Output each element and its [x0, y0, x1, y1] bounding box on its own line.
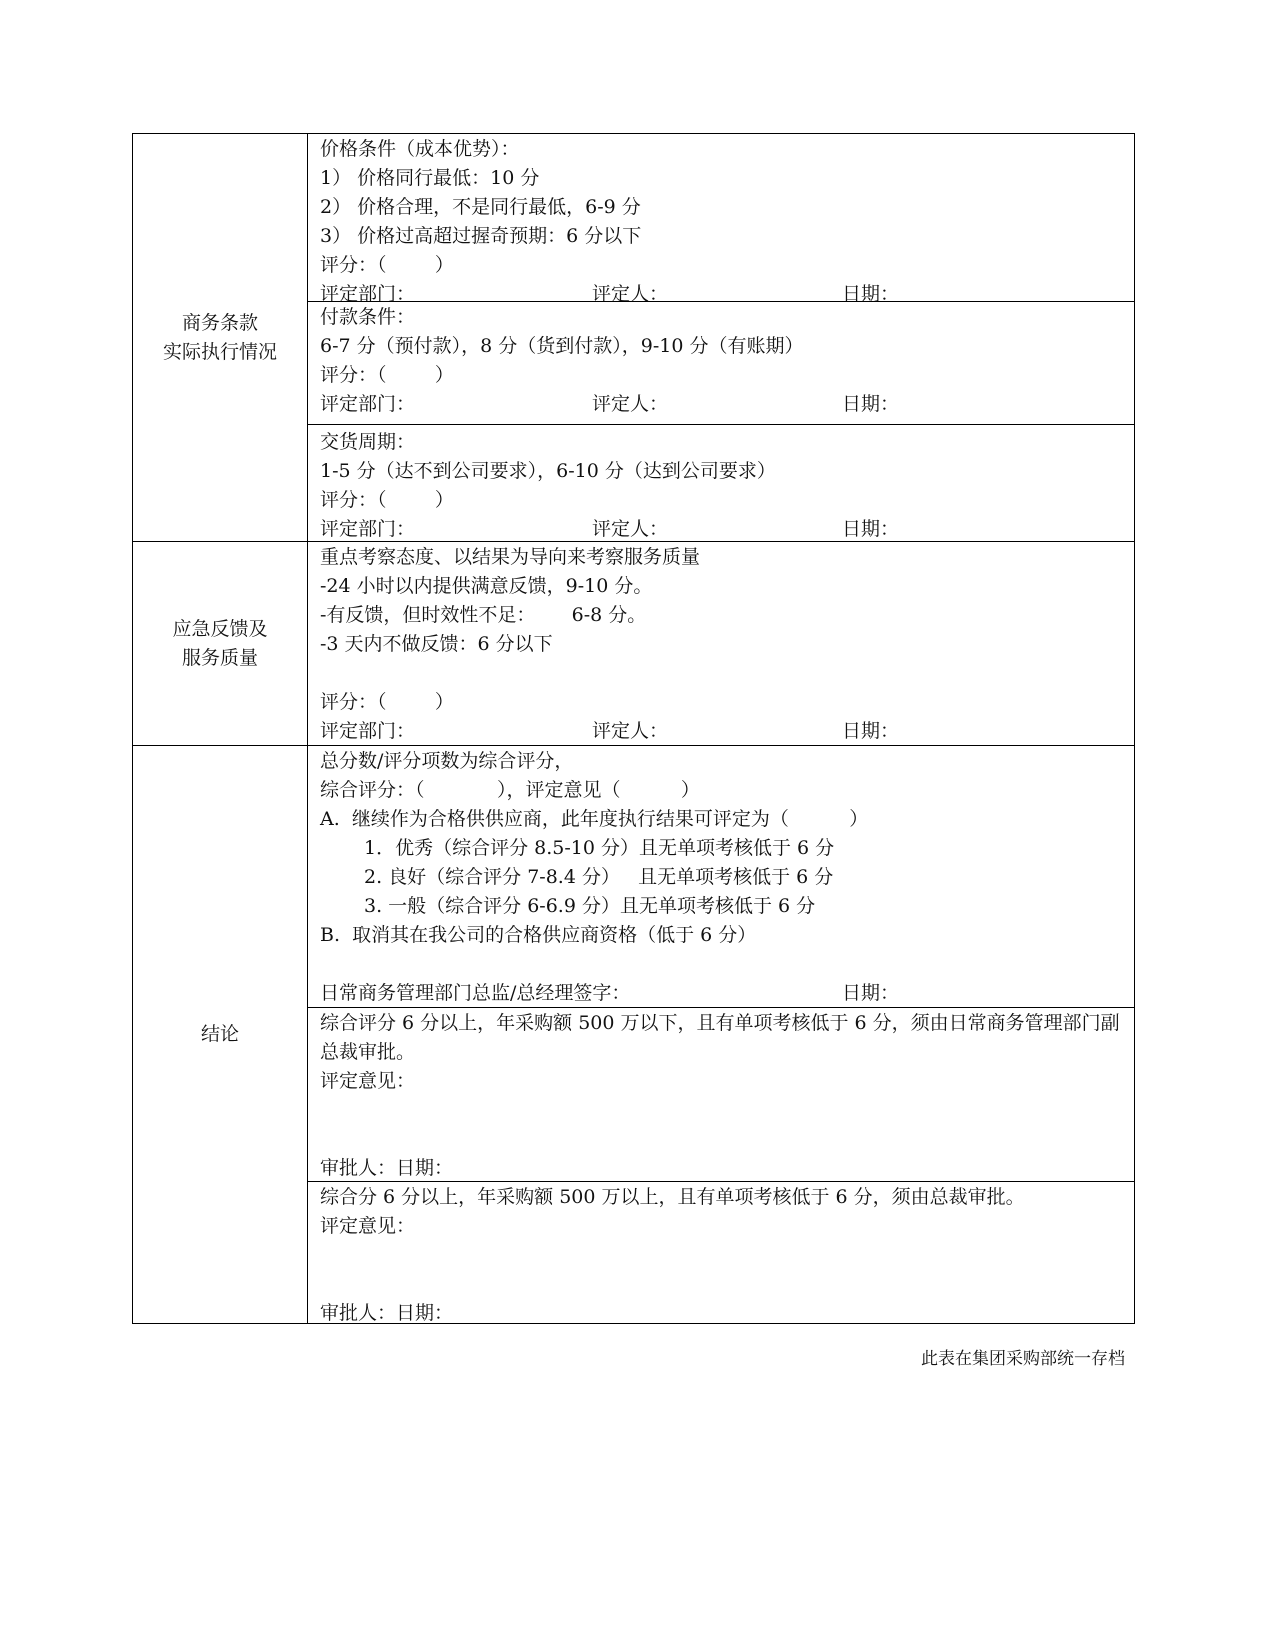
director-sign-label: 日常商务管理部门总监/总经理签字： — [320, 982, 631, 1004]
date-label: 日期： — [842, 518, 900, 540]
service-sign-row — [320, 717, 1124, 746]
delivery-score: 评分：（ ） — [320, 489, 454, 511]
person-label: 评定人： — [592, 283, 669, 305]
service-rule-1: -24 小时以内提供满意反馈，9-10 分。 — [320, 575, 653, 597]
business-terms-row — [133, 134, 1134, 541]
ceo-approver-label: 审批人：日期： — [320, 1302, 454, 1324]
service-title: 重点考察态度、以结果为导向来考察服务质量 — [320, 546, 701, 568]
date-label: 日期： — [842, 982, 900, 1004]
dept-label: 评定部门： — [320, 720, 416, 742]
ceo-approval-cell — [308, 1181, 1134, 1323]
conclusion-option-a: A. 继续作为合格供供应商，此年度执行结果可评定为（ ） — [320, 808, 869, 830]
conclusion-line-2: 综合评分：（ ），评定意见（ ） — [320, 779, 700, 801]
ceo-approval-text: 综合分 6 分以上，年采购额 500 万以上，且有单项考核低于 6 分，须由总裁审批。 — [320, 1186, 1025, 1208]
dept-label: 评定部门： — [320, 283, 416, 305]
category-label: 实际执行情况 — [162, 340, 277, 363]
service-rule-3: -3 天内不做反馈：6 分以下 — [320, 633, 553, 655]
payment-sign-row — [320, 390, 1124, 419]
vp-approver-label: 审批人：日期： — [320, 1157, 454, 1179]
price-rule-2: 2） 价格合理，不是同行最低，6-9 分 — [320, 196, 641, 218]
price-rule-1: 1） 价格同行最低：10 分 — [320, 167, 540, 189]
payment-score: 评分：（ ） — [320, 364, 454, 386]
category-label: 服务质量 — [181, 646, 258, 669]
payment-rule: 6-7 分（预付款），8 分（货到付款），9-10 分（有账期） — [320, 335, 804, 357]
vp-approval-text: 综合评分 6 分以上，年采购额 500 万以下，且有单项考核低于 6 分，须由日常商务管理部门副总裁审批。 — [320, 1012, 1120, 1063]
conclusion-line-1: 总分数/评分项数为综合评分， — [320, 750, 574, 772]
date-label: 日期： — [842, 393, 900, 415]
date-label: 日期： — [842, 283, 900, 305]
conclusion-row — [133, 745, 1134, 1323]
delivery-cell — [308, 424, 1134, 541]
service-score: 评分：（ ） — [320, 691, 454, 713]
vp-opinion-label: 评定意见： — [320, 1070, 416, 1092]
delivery-title: 交货周期： — [320, 431, 416, 453]
delivery-rule: 1-5 分（达不到公司要求），6-10 分（达到公司要求） — [320, 460, 776, 482]
supplier-evaluation-table — [132, 133, 1135, 1324]
dept-label: 评定部门： — [320, 518, 416, 540]
vp-approval-cell — [308, 1007, 1134, 1181]
price-score: 评分：（ ） — [320, 254, 454, 276]
archive-note: 此表在集团采购部统一存档 — [921, 1349, 1125, 1369]
category-label: 结论 — [200, 1023, 239, 1045]
service-row — [133, 541, 1134, 745]
conclusion-grade-3: 3. 一般（综合评分 6-6.9 分）且无单项考核低于 6 分 — [364, 895, 816, 917]
price-rule-3: 3） 价格过高超过握奇预期：6 分以下 — [320, 225, 642, 247]
category-label: 应急反馈及 — [172, 617, 268, 640]
service-cell — [308, 542, 1134, 745]
dept-label: 评定部门： — [320, 393, 416, 415]
business-terms-category — [133, 134, 308, 541]
person-label: 评定人： — [592, 518, 669, 540]
payment-cell — [308, 301, 1134, 424]
conclusion-option-b: B. 取消其在我公司的合格供应商资格（低于 6 分） — [320, 924, 757, 946]
delivery-sign-row — [320, 515, 1124, 544]
person-label: 评定人： — [592, 393, 669, 415]
person-label: 评定人： — [592, 720, 669, 742]
price-title: 价格条件（成本优势）： — [320, 138, 520, 160]
service-rule-2: -有反馈，但时效性不足： 6-8 分。 — [320, 604, 647, 626]
conclusion-grade-2: 2. 良好（综合评分 7-8.4 分） 且无单项考核低于 6 分 — [364, 866, 834, 888]
category-label: 商务条款 — [181, 311, 258, 334]
payment-title: 付款条件： — [320, 306, 416, 328]
conclusion-main-cell — [308, 746, 1134, 1007]
date-label: 日期： — [842, 720, 900, 742]
director-sign-row — [320, 979, 1124, 1008]
ceo-opinion-label: 评定意见： — [320, 1215, 416, 1237]
conclusion-category — [133, 746, 308, 1323]
conclusion-grade-1: 1．优秀（综合评分 8.5-10 分）且无单项考核低于 6 分 — [364, 837, 835, 859]
service-category — [133, 542, 308, 745]
price-cell — [308, 134, 1134, 305]
